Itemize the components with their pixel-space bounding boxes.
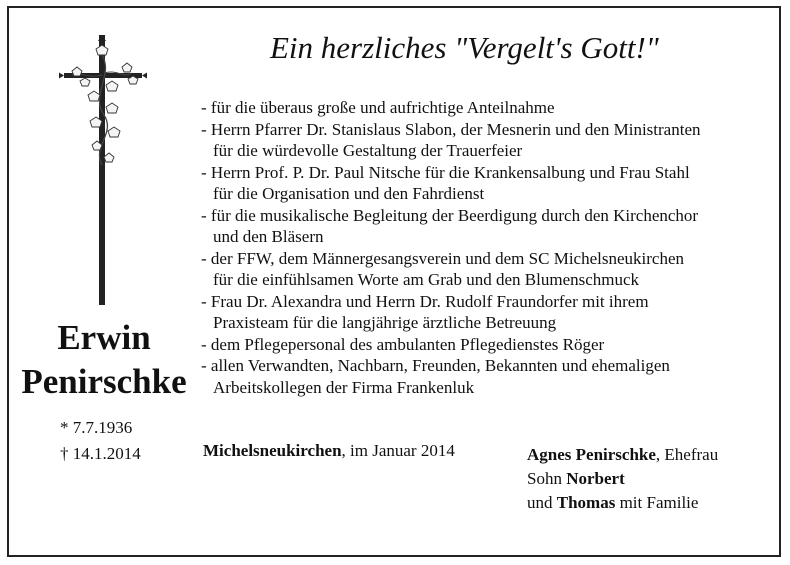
signer-son-norbert: Norbert — [566, 469, 625, 488]
signer-suffix: mit Familie — [615, 493, 699, 512]
thanks-line: - allen Verwandten, Nachbarn, Freunden, Bekannten und ehemaligen — [201, 356, 670, 375]
signature-line-2 — [527, 469, 625, 489]
thanks-line: für die Organisation und den Fahrdienst — [213, 184, 485, 203]
thanks-line: und den Bläsern — [213, 227, 324, 246]
notice-heading: Ein herzliches "Vergelt's Gott!" — [270, 30, 659, 65]
signer-relation: , Ehefrau — [655, 445, 719, 464]
thanks-line: Praxisteam für die langjährige ärztliche Betreuung — [213, 313, 557, 332]
signature-line-3 — [527, 493, 698, 513]
thanks-line: - Herrn Pfarrer Dr. Stanislaus Slabon, der Mesnerin und den Ministranten — [201, 119, 701, 139]
deceased-last-name: Penirschke — [21, 362, 187, 401]
notice-date: , im Januar 2014 — [341, 441, 455, 460]
thanks-line: - für die überaus große und aufrichtige Anteilnahme — [201, 98, 555, 117]
thanks-line: - Herrn Prof. P. Dr. Paul Nitsche für die Krankensalbung und Frau Stahl — [201, 162, 690, 182]
birth-date: * 7.7.1936 — [60, 418, 133, 437]
cross-with-ivy-icon — [58, 35, 148, 305]
signer-son-thomas: Thomas — [556, 493, 616, 512]
signature-line-1 — [527, 445, 718, 465]
thanks-line: für die würdevolle Gestaltung der Trauerfeier — [213, 141, 523, 160]
death-date: † 14.1.2014 — [60, 444, 141, 463]
thanks-line: - Frau Dr. Alexandra und Herrn Dr. Rudolf Fraundorfer mit ihrem — [201, 291, 649, 311]
deceased-first-name: Erwin — [57, 318, 151, 357]
thanks-line: - der FFW, dem Männergesangsverein und dem SC Michelsneukirchen — [201, 248, 684, 268]
thanks-list — [201, 97, 701, 398]
signer-prefix: und — [527, 493, 557, 512]
thanks-line: - für die musikalische Begleitung der Beerdigung durch den Kirchenchor — [201, 205, 699, 225]
thanks-line: - dem Pflegepersonal des ambulanten Pflegedienstes Röger — [201, 334, 605, 354]
thanks-line: für die einfühlsamen Worte am Grab und den Blumenschmuck — [213, 270, 640, 289]
signer-wife: Agnes Penirschke — [527, 445, 656, 464]
signer-prefix: Sohn — [527, 469, 567, 488]
thanks-line: Arbeitskollegen der Firma Frankenluk — [213, 377, 475, 397]
place-date-line — [203, 441, 455, 461]
place-name: Michelsneukirchen — [203, 441, 342, 460]
